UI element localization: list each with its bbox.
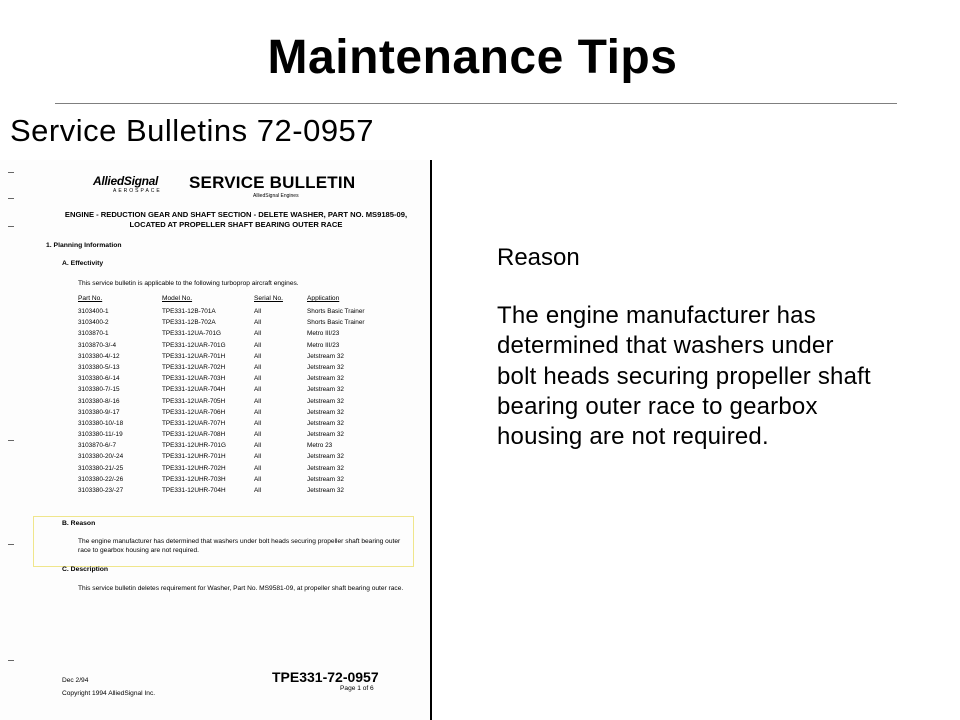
cell-part-no: 3103380-6/-14 [78,375,120,383]
table-row [78,442,398,453]
cell-model-no: TPE331-12UAR-706H [162,408,226,416]
cell-part-no: 3103380-8/-16 [78,397,120,405]
table-row [78,431,398,442]
logo-subtext: AEROSPACE [113,188,162,194]
cell-serial-no: All [254,308,262,315]
bulletin-page-number: Page 1 of 6 [340,685,374,692]
section-reason: B. Reason [62,520,96,527]
table-header-application: Application [307,295,340,302]
cell-application: Jetstream 32 [307,408,344,416]
slide-title: Maintenance Tips [267,31,678,84]
cell-part-no: 3103380-4/-12 [78,352,120,360]
cell-serial-no: All [254,464,262,472]
table-row [78,453,398,464]
section-effectivity: A. Effectivity [62,260,104,267]
scan-margin-mark [8,660,14,661]
cell-part-no: 3103380-5/-13 [78,363,120,371]
bulletin-heading: SERVICE BULLETIN [189,173,356,192]
table-row [78,308,398,319]
table-row [78,476,398,487]
cell-model-no: TPE331-12UHR-701G [162,442,226,450]
table-row [78,487,398,498]
cell-serial-no: All [254,487,262,494]
scan-margin-mark [8,172,14,173]
cell-part-no: 3103380-23/-27 [78,487,124,494]
cell-application: Shorts Basic Trainer [307,308,365,315]
cell-model-no: TPE331-12UA-701G [162,330,221,338]
cell-application: Jetstream 32 [307,397,344,405]
cell-model-no: TPE331-12UAR-702H [162,363,226,371]
cell-model-no: TPE331-12UHR-703H [162,475,226,483]
cell-application: Shorts Basic Trainer [307,319,365,327]
cell-application: Jetstream 32 [307,464,344,472]
reason-heading: Reason [497,244,580,271]
cell-application: Jetstream 32 [307,453,344,461]
table-header-part-no: Part No. [78,295,103,302]
cell-model-no: TPE331-12UHR-704H [162,487,226,494]
cell-application: Jetstream 32 [307,363,344,371]
table-row [78,342,398,353]
cell-serial-no: All [254,408,262,416]
table-row [78,465,398,476]
cell-serial-no: All [254,330,262,338]
bulletin-document-number: TPE331-72-0957 [272,669,379,685]
cell-serial-no: All [254,475,262,483]
reason-body: The engine manufacturer has determined that washers under bolt heads securing propeller shaft bearing outer race to gearbox housing are not required. [497,302,871,451]
cell-model-no: TPE331-12UAR-705H [162,397,226,405]
effectivity-table [78,308,398,498]
cell-model-no: TPE331-12UAR-703H [162,375,226,383]
cell-model-no: TPE331-12UAR-704H [162,386,226,394]
bulletin-subject: ENGINE - REDUCTION GEAR AND SHAFT SECTION - DELETE WASHER, PART NO. MS9185-09, LOCATED AT PROPELLER SHAFT BEARING OUTER RACE [64,210,408,229]
title-divider [55,103,897,104]
cell-serial-no: All [254,397,262,405]
cell-part-no: 3103380-11/-19 [78,431,123,439]
cell-part-no: 3103380-21/-25 [78,464,124,472]
bulletin-heading-subtext: AlliedSignal Engines [253,193,299,199]
cell-application: Jetstream 32 [307,352,344,360]
cell-part-no: 3103870-1 [78,330,109,338]
cell-part-no: 3103870-6/-7 [78,442,117,450]
cell-application: Metro III/23 [307,341,340,349]
scan-margin-mark [8,440,14,441]
bulletin-date: Dec 2/94 [62,677,89,684]
table-row [78,375,398,386]
table-header-serial-no: Serial No. [254,295,283,302]
cell-model-no: TPE331-12UAR-707H [162,419,226,427]
cell-serial-no: All [254,386,262,394]
cell-serial-no: All [254,341,262,349]
cell-part-no: 3103380-10/-18 [78,419,124,427]
cell-part-no: 3103870-3/-4 [78,341,117,349]
table-row [78,386,398,397]
scan-edge [430,160,432,720]
reason-scan-text: The engine manufacturer has determined that washers under bolt heads securing propeller shaft bearing outer race to gearbox housing are not required. [78,538,401,554]
scan-margin-mark [8,226,14,227]
cell-serial-no: All [254,363,262,371]
cell-model-no: TPE331-12UAR-701G [162,341,226,349]
cell-serial-no: All [254,442,262,450]
table-row [78,420,398,431]
cell-model-no: TPE331-12UAR-701H [162,352,226,360]
cell-application: Jetstream 32 [307,386,344,394]
table-row [78,330,398,341]
cell-application: Jetstream 32 [307,375,344,383]
table-row [78,319,398,330]
cell-part-no: 3103400-2 [78,319,109,327]
scan-margin-mark [8,198,14,199]
cell-part-no: 3103380-9/-17 [78,408,120,416]
slide-subtitle: Service Bulletins 72-0957 [10,113,375,148]
cell-part-no: 3103380-22/-26 [78,475,124,483]
table-header-model-no: Model No. [162,295,193,302]
cell-model-no: TPE331-12UAR-708H [162,431,226,439]
table-row [78,409,398,420]
table-row [78,364,398,375]
section-description: C. Description [62,566,109,573]
cell-application: Metro 23 [307,442,333,450]
cell-part-no: 3103400-1 [78,308,109,315]
section-planning-information: 1. Planning Information [46,242,122,249]
cell-model-no: TPE331-12UHR-701H [162,453,226,461]
cell-serial-no: All [254,431,262,439]
cell-serial-no: All [254,352,262,360]
cell-application: Jetstream 32 [307,487,344,494]
table-row [78,353,398,364]
cell-model-no: TPE331-12B-702A [162,319,216,327]
cell-part-no: 3103380-20/-24 [78,453,124,461]
cell-model-no: TPE331-12B-701A [162,308,216,315]
table-row [78,398,398,409]
effectivity-text: This service bulletin is applicable to the following turboprop aircraft engines. [78,280,299,287]
scan-margin-mark [8,544,14,545]
cell-application: Jetstream 32 [307,475,344,483]
cell-model-no: TPE331-12UHR-702H [162,464,226,472]
alliedsignal-logo: AlliedSignal [93,174,159,188]
cell-serial-no: All [254,453,262,461]
cell-application: Metro III/23 [307,330,340,338]
cell-serial-no: All [254,375,262,383]
cell-part-no: 3103380-7/-15 [78,386,120,394]
cell-application: Jetstream 32 [307,419,344,427]
bulletin-copyright: Copyright 1994 AlliedSignal Inc. [62,690,156,697]
cell-serial-no: All [254,319,262,327]
description-text: This service bulletin deletes requirement for Washer, Part No. MS9581-09, at propeller shaft bearing outer race. [78,585,404,592]
cell-serial-no: All [254,419,262,427]
cell-application: Jetstream 32 [307,431,344,439]
